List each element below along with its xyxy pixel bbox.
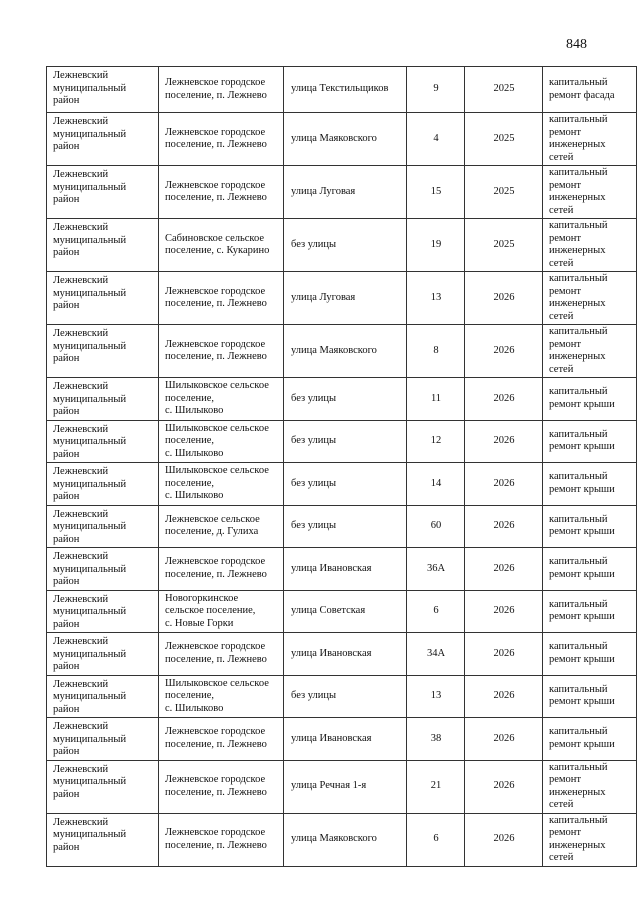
- table-row: [47, 633, 637, 676]
- house-number-cell: 13: [407, 675, 465, 718]
- work-type-cell: капитальный ремонт крыши: [543, 590, 637, 633]
- street-cell: улица Советская: [284, 590, 407, 633]
- settlement-cell: Шилыковское сельское поселение, с. Шилыково: [159, 675, 284, 718]
- settlement-cell: Шилыковское сельское поселение, с. Шилыково: [159, 378, 284, 421]
- street-cell: без улицы: [284, 219, 407, 272]
- settlement-cell: Лежневское городское поселение, п. Лежнево: [159, 113, 284, 166]
- street-cell: улица Маяковского: [284, 325, 407, 378]
- year-cell: 2026: [465, 548, 543, 591]
- table-row: [47, 813, 637, 866]
- settlement-cell: Лежневское городское поселение, п. Лежнево: [159, 760, 284, 813]
- work-type-cell: капитальный ремонт инженерных сетей: [543, 325, 637, 378]
- house-number-cell: 34А: [407, 633, 465, 676]
- house-number-cell: 12: [407, 420, 465, 463]
- table-row: [47, 166, 637, 219]
- year-cell: 2025: [465, 67, 543, 113]
- year-cell: 2026: [465, 505, 543, 548]
- work-type-cell: капитальный ремонт крыши: [543, 505, 637, 548]
- district-cell: Лежневский муниципальный район: [47, 760, 159, 813]
- district-cell: Лежневский муниципальный район: [47, 378, 159, 421]
- table-row: [47, 67, 637, 113]
- work-type-cell: капитальный ремонт фасада: [543, 67, 637, 113]
- settlement-cell: Лежневское городское поселение, п. Лежнево: [159, 633, 284, 676]
- table-row: [47, 505, 637, 548]
- year-cell: 2025: [465, 166, 543, 219]
- year-cell: 2026: [465, 633, 543, 676]
- settlement-cell: Сабиновское сельское поселение, с. Кукарино: [159, 219, 284, 272]
- year-cell: 2026: [465, 718, 543, 761]
- street-cell: улица Луговая: [284, 166, 407, 219]
- district-cell: Лежневский муниципальный район: [47, 718, 159, 761]
- house-number-cell: 6: [407, 590, 465, 633]
- street-cell: улица Ивановская: [284, 718, 407, 761]
- table-row: [47, 113, 637, 166]
- district-cell: Лежневский муниципальный район: [47, 166, 159, 219]
- table-row: [47, 325, 637, 378]
- street-cell: без улицы: [284, 505, 407, 548]
- table-row: [47, 378, 637, 421]
- year-cell: 2026: [465, 378, 543, 421]
- year-cell: 2026: [465, 325, 543, 378]
- street-cell: улица Маяковского: [284, 113, 407, 166]
- district-cell: Лежневский муниципальный район: [47, 675, 159, 718]
- table-row: [47, 272, 637, 325]
- table-row: [47, 760, 637, 813]
- street-cell: без улицы: [284, 420, 407, 463]
- work-type-cell: капитальный ремонт инженерных сетей: [543, 813, 637, 866]
- house-number-cell: 6: [407, 813, 465, 866]
- settlement-cell: Лежневское городское поселение, п. Лежнево: [159, 813, 284, 866]
- settlement-cell: Шилыковское сельское поселение, с. Шилыково: [159, 463, 284, 506]
- street-cell: улица Маяковского: [284, 813, 407, 866]
- district-cell: Лежневский муниципальный район: [47, 505, 159, 548]
- settlement-cell: Лежневское городское поселение, п. Лежнево: [159, 718, 284, 761]
- table-row: [47, 548, 637, 591]
- street-cell: без улицы: [284, 675, 407, 718]
- year-cell: 2026: [465, 813, 543, 866]
- work-type-cell: капитальный ремонт крыши: [543, 420, 637, 463]
- street-cell: без улицы: [284, 463, 407, 506]
- street-cell: улица Ивановская: [284, 633, 407, 676]
- year-cell: 2026: [465, 675, 543, 718]
- settlement-cell: Лежневское сельское поселение, д. Гулиха: [159, 505, 284, 548]
- street-cell: улица Ивановская: [284, 548, 407, 591]
- district-cell: Лежневский муниципальный район: [47, 633, 159, 676]
- district-cell: Лежневский муниципальный район: [47, 463, 159, 506]
- house-number-cell: 15: [407, 166, 465, 219]
- table-body: [47, 67, 637, 867]
- work-type-cell: капитальный ремонт крыши: [543, 718, 637, 761]
- year-cell: 2026: [465, 420, 543, 463]
- settlement-cell: Новогоркинское сельское поселение, с. Новые Горки: [159, 590, 284, 633]
- table-row: [47, 718, 637, 761]
- work-type-cell: капитальный ремонт крыши: [543, 675, 637, 718]
- work-type-cell: капитальный ремонт инженерных сетей: [543, 760, 637, 813]
- year-cell: 2026: [465, 272, 543, 325]
- house-number-cell: 60: [407, 505, 465, 548]
- house-number-cell: 36А: [407, 548, 465, 591]
- table-row: [47, 219, 637, 272]
- table-row: [47, 420, 637, 463]
- district-cell: Лежневский муниципальный район: [47, 813, 159, 866]
- settlement-cell: Лежневское городское поселение, п. Лежнево: [159, 67, 284, 113]
- year-cell: 2025: [465, 219, 543, 272]
- year-cell: 2026: [465, 760, 543, 813]
- settlement-cell: Лежневское городское поселение, п. Лежнево: [159, 272, 284, 325]
- street-cell: без улицы: [284, 378, 407, 421]
- work-type-cell: капитальный ремонт инженерных сетей: [543, 219, 637, 272]
- settlement-cell: Шилыковское сельское поселение, с. Шилыково: [159, 420, 284, 463]
- house-number-cell: 13: [407, 272, 465, 325]
- street-cell: улица Речная 1-я: [284, 760, 407, 813]
- repair-schedule-table: [46, 66, 637, 867]
- house-number-cell: 4: [407, 113, 465, 166]
- page-number: 848: [566, 37, 587, 52]
- district-cell: Лежневский муниципальный район: [47, 548, 159, 591]
- settlement-cell: Лежневское городское поселение, п. Лежнево: [159, 548, 284, 591]
- table-row: [47, 675, 637, 718]
- district-cell: Лежневский муниципальный район: [47, 420, 159, 463]
- district-cell: Лежневский муниципальный район: [47, 325, 159, 378]
- district-cell: Лежневский муниципальный район: [47, 219, 159, 272]
- street-cell: улица Луговая: [284, 272, 407, 325]
- house-number-cell: 21: [407, 760, 465, 813]
- district-cell: Лежневский муниципальный район: [47, 113, 159, 166]
- table-row: [47, 463, 637, 506]
- settlement-cell: Лежневское городское поселение, п. Лежнево: [159, 166, 284, 219]
- work-type-cell: капитальный ремонт крыши: [543, 548, 637, 591]
- settlement-cell: Лежневское городское поселение, п. Лежнево: [159, 325, 284, 378]
- work-type-cell: капитальный ремонт крыши: [543, 463, 637, 506]
- house-number-cell: 19: [407, 219, 465, 272]
- district-cell: Лежневский муниципальный район: [47, 590, 159, 633]
- year-cell: 2026: [465, 463, 543, 506]
- district-cell: Лежневский муниципальный район: [47, 67, 159, 113]
- district-cell: Лежневский муниципальный район: [47, 272, 159, 325]
- house-number-cell: 14: [407, 463, 465, 506]
- work-type-cell: капитальный ремонт инженерных сетей: [543, 166, 637, 219]
- house-number-cell: 8: [407, 325, 465, 378]
- year-cell: 2025: [465, 113, 543, 166]
- work-type-cell: капитальный ремонт крыши: [543, 378, 637, 421]
- street-cell: улица Текстильщиков: [284, 67, 407, 113]
- work-type-cell: капитальный ремонт инженерных сетей: [543, 113, 637, 166]
- table-row: [47, 590, 637, 633]
- house-number-cell: 38: [407, 718, 465, 761]
- house-number-cell: 9: [407, 67, 465, 113]
- house-number-cell: 11: [407, 378, 465, 421]
- work-type-cell: капитальный ремонт крыши: [543, 633, 637, 676]
- work-type-cell: капитальный ремонт инженерных сетей: [543, 272, 637, 325]
- year-cell: 2026: [465, 590, 543, 633]
